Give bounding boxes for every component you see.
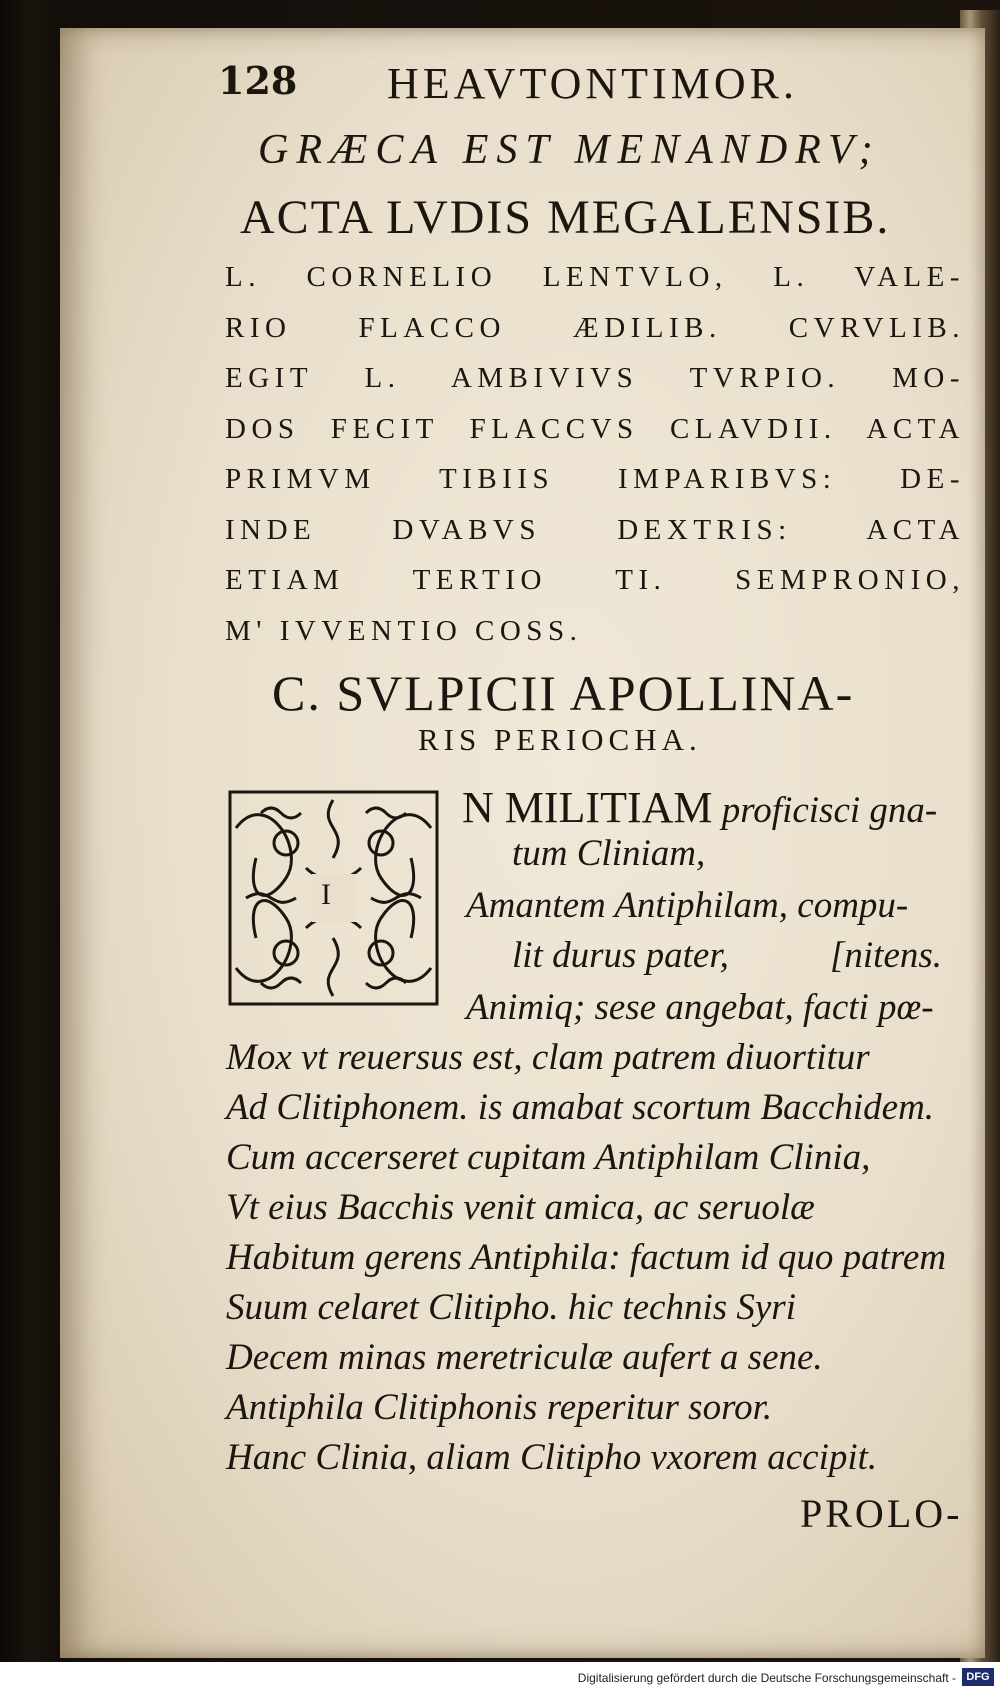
verse-line-6: Mox vt reuersus est, clam patrem diuortitur [226, 1037, 870, 1078]
didascalia-line: RIO FLACCO ÆDILIB. CVRVLIB. [225, 311, 965, 344]
didascalia-title: ACTA LVDIS MEGALENSIB. [240, 191, 891, 244]
didascalia-block [225, 252, 965, 656]
verse-line-13: Antiphila Clitiphonis reperitur soror. [226, 1387, 773, 1428]
didascalia-line: PRIMVM TIBIIS IMPARIBVS: DE- [225, 463, 965, 495]
dfg-logo-icon: DFG [962, 1668, 994, 1686]
ornament-icon [226, 788, 441, 1008]
verse-line-9: Vt eius Bacchis venit amica, ac seruolæ [226, 1187, 815, 1228]
running-head: HEAVTONTIMOR. [387, 59, 798, 108]
verse-line-4b: [nitens. [830, 935, 943, 976]
page-number: 128 [218, 58, 298, 103]
didascalia-line: L. CORNELIO LENTVLO, L. VALE- [225, 261, 965, 293]
verse-line-4a: lit durus pater, [512, 935, 729, 976]
verse-caps: N MILITIAM [462, 783, 713, 832]
didascalia-line: DOS FECIT FLACCVS CLAVDII. ACTA [225, 412, 965, 445]
verse-line-14: Hanc Clinia, aliam Clitipho vxorem accipit. [226, 1437, 878, 1478]
catchword: PROLO- [800, 1491, 963, 1536]
footer-credit: Digitalisierung gefördert durch die Deutsche Forschungsgemeinschaft - [577, 1671, 956, 1685]
verse-line-3: Amantem Antiphilam, compu- [466, 885, 909, 926]
initial-letter: I [321, 878, 331, 911]
verse-line-12: Decem minas meretriculæ aufert a sene. [226, 1337, 823, 1378]
verse-line-2: tum Cliniam, [512, 833, 706, 874]
greek-note: GRÆCA EST MENANDRV; [258, 127, 881, 173]
didascalia-line: ETIAM TERTIO TI. SEMPRONIO, [225, 564, 965, 596]
decorated-initial [226, 788, 441, 1008]
footer-bar [0, 1662, 1000, 1694]
periocha-subtitle: RIS PERIOCHA. [418, 722, 702, 757]
verse-line-5: Animiq; sese angebat, facti pœ- [466, 987, 934, 1028]
didascalia-line: M' IVVENTIO COSS. [225, 614, 583, 647]
verse-line-11: Suum celaret Clitipho. hic technis Syri [226, 1287, 796, 1328]
verse-line-7: Ad Clitiphonem. is amabat scortum Bacchidem. [226, 1087, 935, 1128]
verse-line-1 [462, 782, 937, 833]
verse-line-8: Cum accerseret cupitam Antiphilam Clinia, [226, 1137, 871, 1178]
periocha-title: C. SVLPICII APOLLINA- [272, 665, 855, 721]
didascalia-line: EGIT L. AMBIVIVS TVRPIO. MO- [225, 362, 965, 394]
verse-text: proficisci gna- [721, 790, 938, 831]
didascalia-line: INDE DVABVS DEXTRIS: ACTA [225, 513, 965, 546]
verse-line-10: Habitum gerens Antiphila: factum id quo patrem [226, 1237, 947, 1278]
